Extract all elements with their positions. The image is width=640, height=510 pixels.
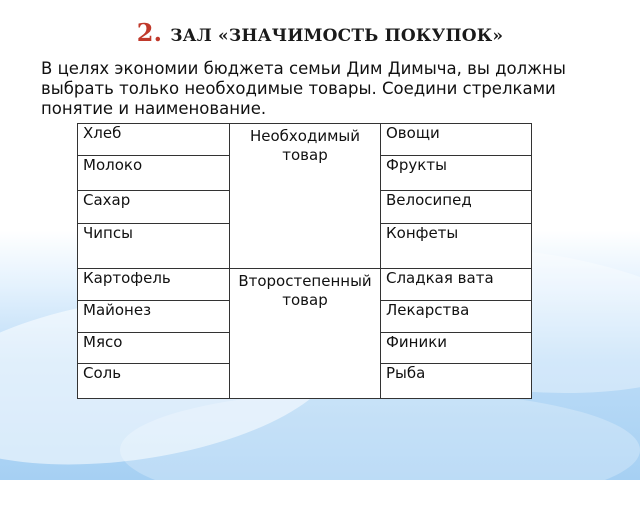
instruction-text: В целях экономии бюджета семьи Дим Димыча, вы должны выбрать только необходимые товары. Соедини стрелками понятие и наименование.: [41, 59, 566, 118]
left-item: Молоко: [78, 156, 230, 191]
right-item: Сладкая вата: [381, 269, 532, 301]
left-item: Хлеб: [78, 124, 230, 156]
right-item: Лекарства: [381, 301, 532, 333]
left-item: Сахар: [78, 191, 230, 224]
background-wave: [120, 390, 640, 510]
right-item: Фрукты: [381, 156, 532, 191]
category-secondary: Второстепенный товар: [230, 269, 381, 399]
goods-table: [77, 123, 532, 399]
left-item: Картофель: [78, 269, 230, 301]
left-item: Майонез: [78, 301, 230, 333]
right-item: Конфеты: [381, 224, 532, 269]
right-item: Финики: [381, 333, 532, 364]
left-item: Соль: [78, 364, 230, 399]
right-item: Овощи: [381, 124, 532, 156]
slide-title-text: ЗАЛ «ЗНАЧИМОСТЬ ПОКУПОК»: [170, 26, 504, 46]
right-item: Велосипед: [381, 191, 532, 224]
slide-number: 2.: [136, 18, 163, 47]
left-item: Чипсы: [78, 224, 230, 269]
right-item: Рыба: [381, 364, 532, 399]
left-item: Мясо: [78, 333, 230, 364]
slide-title: [0, 18, 640, 47]
category-necessary: Необходимый товар: [230, 124, 381, 269]
